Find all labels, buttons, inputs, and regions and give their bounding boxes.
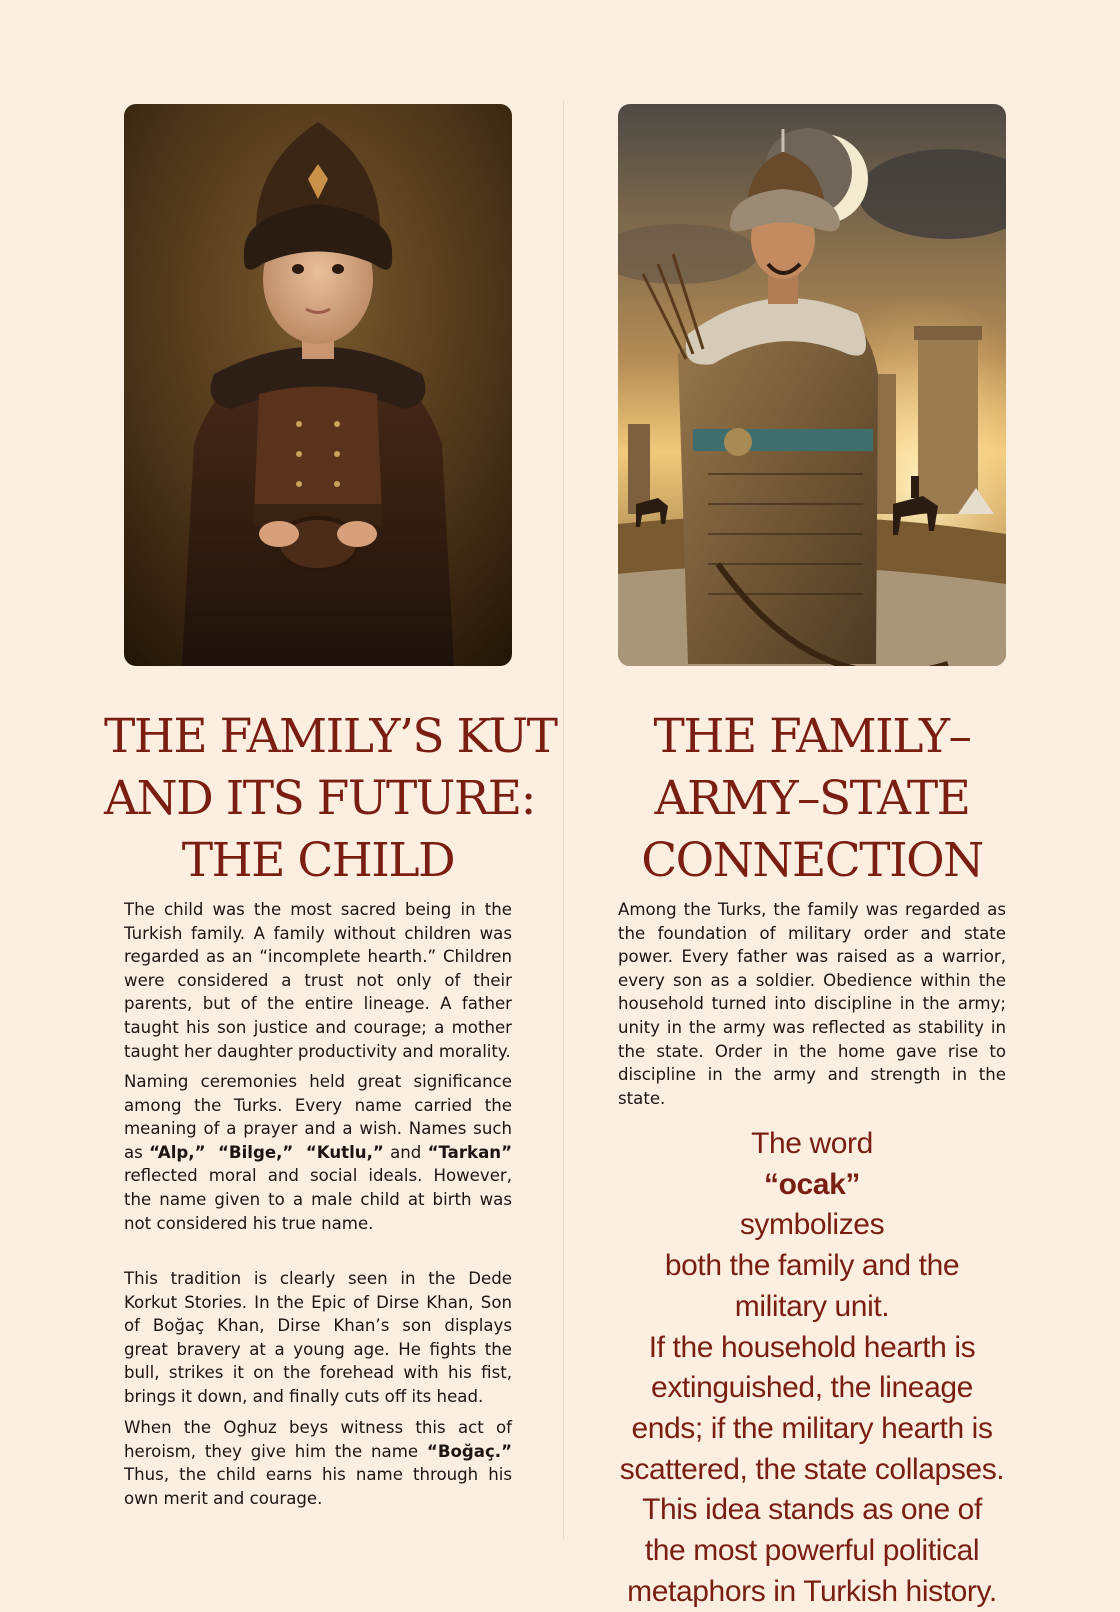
left-heading-line: AND ITS FUTURE: — [104, 771, 535, 826]
quote-line: metaphors in Turkish history. — [627, 1574, 997, 1608]
left-heading-line: THE CHILD — [181, 833, 455, 888]
quote-line: extinguished, the lineage — [651, 1371, 973, 1405]
name-bilge: “Bilge,” — [218, 1142, 294, 1162]
left-paragraph-2 — [124, 1070, 512, 1235]
right-heading-line: THE FAMILY– — [653, 709, 971, 764]
quote-line: the most powerful political — [644, 1534, 980, 1568]
ocak-pull-quote — [606, 1124, 1018, 1612]
left-heading — [104, 706, 557, 892]
right-paragraph-1: Among the Turks, the family was regarded as the foundation of military order and state power. Every father was raised as a warrior, every son as a soldier. Obedience within the household turned into discipline in the army; unity in the army was reflected as stability in the state. Order in the home gave rise to discipline in the army and strength in the state. — [618, 900, 1006, 1108]
right-heading-line: ARMY–STATE — [654, 771, 970, 826]
text-run: When the Oghuz beys witness this act of heroism, they give him the name — [124, 1418, 512, 1461]
quote-line: This idea stands as one of — [642, 1493, 982, 1527]
left-paragraph-4 — [124, 1416, 512, 1510]
right-heading-line: CONNECTION — [641, 833, 983, 888]
left-heading-line: THE FAMILY’S KUT — [104, 709, 557, 764]
left-paragraph-3: This tradition is clearly seen in the Dede Korkut Stories. In the Epic of Dirse Khan, Son of Boğaç Khan, Dirse Khan’s son displays great bravery at a young age. He fights the bull, strikes it on the forehead with his fist, brings it down, and finally cuts off its head. — [124, 1269, 512, 1406]
text-run: Thus, the child earns his name through his own merit and courage. — [124, 1465, 512, 1508]
quote-line: ends; if the military hearth is — [631, 1411, 993, 1445]
quote-line: scattered, the state collapses. — [619, 1452, 1005, 1486]
name-bogac: “Boğaç.” — [426, 1441, 512, 1461]
left-paragraph-1: The child was the most sacred being in the Turkish family. A family without children was regarded as an “incomplete hearth.” Children were considered a trust not only of their parents, but of the entire lineage. A father taught his son justice and courage; a mother taught her daughter productivity and morality. — [124, 900, 512, 1061]
column-divider — [563, 100, 564, 1540]
name-alp: “Alp,” — [149, 1142, 206, 1162]
word-ocak: “ocak” — [764, 1167, 860, 1201]
text-run: and — [383, 1142, 428, 1162]
text-run: The word — [751, 1127, 873, 1160]
quote-line: military unit. — [734, 1289, 890, 1323]
quote-line: If the household hearth is — [648, 1330, 976, 1364]
text-run: Naming ceremonies held great significance among the Turks. Every name carried the meaning of a prayer and a wish. Names such as — [124, 1072, 512, 1162]
text-run: reflected moral and social ideals. However, the name given to a male child at birth was not considered his true name. — [124, 1166, 512, 1233]
quote-line — [606, 1124, 1018, 1246]
warrior-portrait-image — [618, 104, 1006, 666]
name-tarkan: “Tarkan” — [427, 1142, 512, 1162]
quote-line: both the family and the — [664, 1249, 960, 1283]
right-heading — [598, 706, 1026, 892]
name-kutlu: “Kutlu,” — [305, 1142, 384, 1162]
child-portrait-image — [124, 104, 512, 666]
text-run: symbolizes — [739, 1208, 885, 1242]
